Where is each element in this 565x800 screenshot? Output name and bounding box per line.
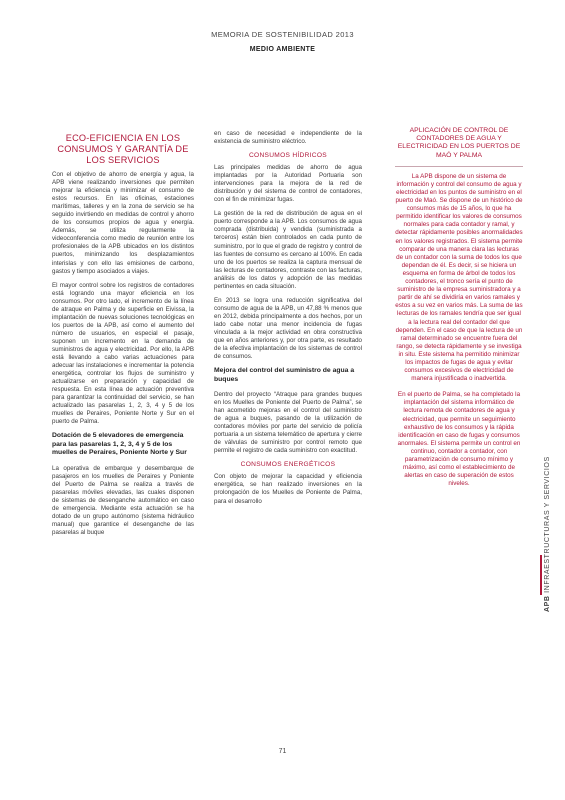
sidebar-title: APLICACIÓN DE CONTROL DE CONTADORES DE AGUA Y ELECTRICIDAD EN LOS PUERTOS DE MAÓ Y PALMA	[397, 127, 521, 159]
paragraph: en caso de necesidad e independiente de la existencia de suministro eléctrico.	[214, 130, 362, 146]
sidebar-paragraph: La APB dispone de un sistema de información y control del consumo de agua y electricidad en los puntos de suministro en el puerto de Maó. Se dispone de un histórico de consumos más de 15 años, lo que ha permitido identificar los valores de consumos normales para cada contador y ramal, y detectar rápidamente posibles anormalidades en los valores registrados. El sistema permite comparar de una manera clara las lecturas de un contador con la suma de todos los que dependan de él. Es decir, si se hiciera un esquema en forma de árbol de todos los contadores, el tronco sería el punto de suministro de la empresa suministradora y a partir de ahí se dividiría en varios ramales y estos a su vez en varios más. La suma de las lecturas de los ramales tendría que ser igual a la lectura real del contador del que dependen. En el caso de que la lectura de un ramal determinado se encuentre fuera del rango, se detecta rápidamente y se investiga in situ. Este sistema ha permitido minimizar los impactos de fugas de agua y evitar consumos excesivos de electricidad de manera injustificada o inadvertida.	[395, 172, 523, 383]
paragraph: La operativa de embarque y desembarque de pasajeros en los muelles de Peraires y Poniente del Puerto de Palma se realiza a través de pasarelas móviles elevadas, las cuales disponen de sistemas de desenganche automático en caso de emergencia. Mediante esta actuación se ha dotado de un grupo autónomo (sistema hidráulico manual) que garantice el desenganche de las pasarelas al buque	[52, 464, 194, 537]
subheading-energy: CONSUMOS ENERGÉTICOS	[240, 461, 336, 469]
side-accent-bar	[540, 555, 542, 595]
document-header-title: MEMORIA DE SOSTENIBILIDAD 2013	[211, 30, 354, 39]
paragraph: Las principales medidas de ahorro de agua implantadas por la Autoridad Portuaria son intervenciones para la mejora de la red de distribución y del sistema de control de contadores, con el fin de minimizar fugas.	[214, 164, 362, 204]
sidebar-box	[395, 127, 523, 496]
sidebar-paragraph: En el puerto de Palma, se ha completado la implantación del sistema informático de lectura remota de contadores de agua y electricidad, que permite un seguimiento exhaustivo de los consumos y la rápida identificación en caso de fugas y consumos anormales. El sistema permite un control en continuo, contador a contador, con parametrización de consumo mínimo y máximo, así como el establecimiento de alertas en caso de superación de estos niveles.	[397, 391, 521, 488]
paragraph: En 2013 se logra una reducción significativa del consumo de agua de la APB, un 47,88 % menos que en 2012, debida principalmente a dos hechos, por un lado cabe notar una menor incidencia de fugas vinculada a la mejor actividad en obra constructiva que en años anteriores y, por otra parte, es resultado de la efectiva implantación de los sistemas de control de consumos.	[214, 296, 362, 361]
column-left	[52, 130, 194, 543]
side-apb: APB	[544, 592, 551, 612]
divider	[395, 166, 523, 167]
section-heading: ECO-EFICIENCIA EN LOS CONSUMOS Y GARANTÍA DE LOS SERVICIOS	[57, 133, 189, 165]
paragraph: La gestión de la red de distribución de agua en el puerto corresponde a la APB. Los consumos de agua comprada (distribuida) y vendida (suministrada a terceros) están bien controlados en cada punto de suministro, por lo que el grado de registro y control de las fuentes de consumo es cercano al 100%. En cada uno de los puertos se realiza la captura mensual de las lecturas de contadores, contraste con las facturas, análisis de los datos y adopción de las medidas pertinentes en cada situación.	[214, 210, 362, 290]
subheading: Dotación de 5 elevadores de emergencia para las pasarelas 1, 2, 3, 4 y 5 de los muelles de Peraires, Poniente Norte y Sur	[52, 432, 187, 457]
paragraph: Con el objetivo de ahorro de energía y agua, la APB viene realizando inversiones que permiten mejorar la eficiencia y minimizar el consumo de estos recursos. En las oficinas, estaciones marítimas, talleres y en la zona de servicio se ha seguido invirtiendo en medidas de control y ahorro de los consumos propios de agua y energía. Además, se utiliza regularmente la videoconferencia como medio de reunión entre los profesionales de la APB ubicados en los distintos puertos, minimizando los desplazamientos interislas y con ello las emisiones de carbono, gastos y tiempo asociados a viajes.	[52, 171, 194, 275]
page-number: 71	[278, 748, 287, 755]
column-middle	[214, 130, 362, 512]
section-title: MEDIO AMBIENTE	[249, 46, 316, 53]
side-label: INFRAESTRUCTURAS Y SERVICIOS	[544, 456, 551, 593]
subheading: Mejora del control del suministro de agua a buques	[214, 367, 355, 383]
paragraph: Dentro del proyecto “Atraque para grandes buques en los Muelles de Poniente del Puerto de Palma”, se han acometido mejoras en el control del suministro de agua a buques, pasando de la utilización de contadores móviles por parte del servicio de policía portuaria a un sistema telemático de apertura y cierre de válvulas de suministro por control remoto que permite el registro de cada suministro con exactitud.	[214, 390, 362, 455]
subheading-water: CONSUMOS HÍDRICOS	[248, 152, 327, 160]
paragraph: Con objeto de mejorar la capacidad y eficiencia energética, se han realizado inversiones en la prolongación de los Muelles de Poniente de Palma, para el desarrollo	[214, 473, 362, 505]
paragraph: El mayor control sobre los registros de contadores está logrando una mayor eficiencia en los consumos. Por otro lado, el incremento de la línea de atraque en Palma y de superficie en Eivissa, la implantación de nuevas soluciones tecnológicas en los puertos de la APB, así como el aumento del número de usuarios, en especial el pasaje, suponen un incremento en la demanda de suministros de agua y electricidad. Por ello, la APB está llevando a cabo varias actuaciones para adecuar las instalaciones e incrementar la potencia energética, controlar los flujos de suministro y actualizarse en preparación y capacidad de respuesta. En esta línea de actuación preventiva para garantizar la continuidad del servicio, se han actualizado las pasarelas 1, 2, 3, 4 y 5 de los muelles de Peraires, Poniente Norte y Sur en el puerto de Palma.	[52, 281, 194, 426]
